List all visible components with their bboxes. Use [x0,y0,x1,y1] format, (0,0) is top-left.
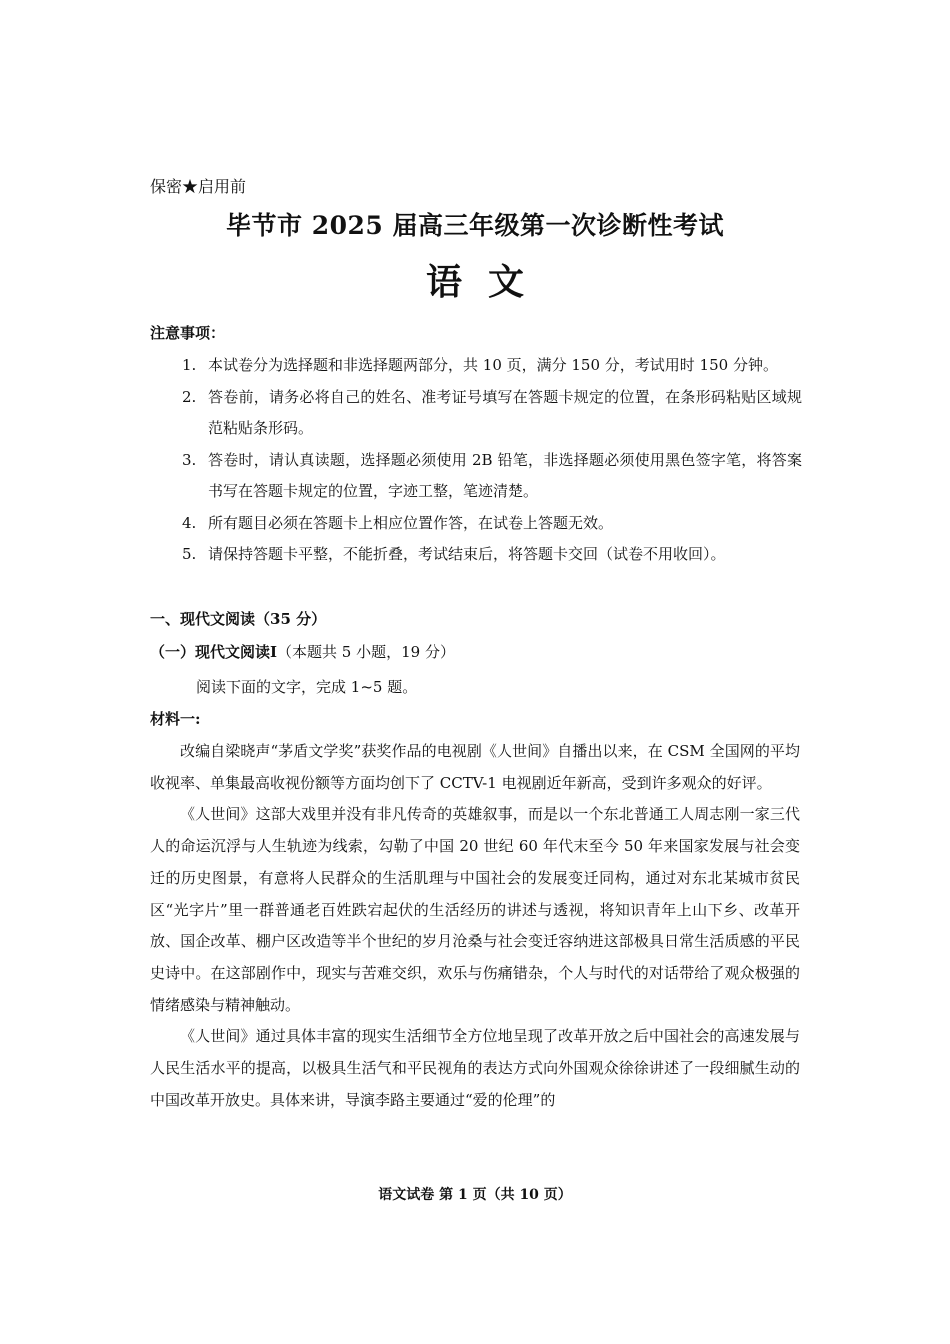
notice-list [150,350,802,571]
subsection-note: （本题共 5 小题，19 分） [277,643,455,661]
notice-number: 1. [182,356,197,374]
notice-item [150,445,802,508]
notice-text: 答卷前，请务必将自己的姓名、准考证号填写在答题卡规定的位置，在条形码粘贴区域规范粘贴条形码。 [208,387,802,437]
subject-title: 语文 [425,261,550,303]
notice-item [150,539,802,571]
notice-heading: 注意事项： [150,324,226,342]
notice-text: 答卷时，请认真读题，选择题必须使用 2B 铅笔，非选择题必须使用黑色签字笔，将答案书写在答题卡规定的位置，字迹工整，笔迹清楚。 [208,450,802,500]
notice-item [150,350,802,382]
notice-text: 所有题目必须在答题卡上相应位置作答，在试卷上答题无效。 [208,513,614,532]
notice-text: 本试卷分为选择题和非选择题两部分，共 10 页，满分 150 分，考试用时 150 分钟。 [208,356,778,374]
notice-number: 4. [182,513,197,532]
notice-item [150,508,802,540]
material-label: 材料一: [150,710,201,728]
reading-instruction: 阅读下面的文字，完成 1~5 题。 [196,678,418,696]
passage-paragraph: 《人世间》通过具体丰富的现实生活细节全方位地呈现了改革开放之后中国社会的高速发展与人民生活水平的提高，以极具生活气和平民视角的表达方式向外国观众徐徐讲述了一段细腻生动的中国改革开放史。具体来讲，导演李路主要通过“爱的伦理”的 [150,1027,800,1109]
page-footer: 语文试卷 第 1 页（共 10 页） [378,1187,572,1203]
subsection-heading [150,641,455,662]
subsection-title: （一）现代文阅读Ⅰ [150,643,278,661]
exam-title: 毕节市 2025 届高三年级第一次诊断性考试 [226,211,724,240]
confidential-label: 保密★启用前 [150,177,247,196]
notice-text: 请保持答题卡平整，不能折叠，考试结束后，将答题卡交回（试卷不用收回）。 [208,545,726,563]
notice-number: 5. [182,545,197,563]
section-heading: 一、现代文阅读（35 分） [150,610,327,628]
passage-paragraph: 改编自梁晓声“茅盾文学奖”获奖作品的电视剧《人世间》自播出以来，在 CSM 全国网的平均收视率、单集最高收视份额等方面均创下了 CCTV-1 电视剧近年新高，受到许多观众的好评。 [150,742,800,792]
notice-number: 2. [182,387,197,406]
notice-number: 3. [182,450,197,469]
passage-body [150,736,800,1116]
notice-item [150,382,802,445]
passage-paragraph: 《人世间》这部大戏里并没有非凡传奇的英雄叙事，而是以一个东北普通工人周志刚一家三代人的命运沉浮与人生轨迹为线索，勾勒了中国 20 世纪 60 年代末至今 50 年来国家发展与社会变迁的历史图景，有意将人民群众的生活肌理与中国社会的发展变迁同构，通过对东北某城市贫民区“光字片”里一群普通老百姓跌宕起伏的生活经历的讲述与透视，将知识青年上山下乡、改革开放、国企改革、棚户区改造等半个世纪的岁月沧桑与社会变迁容纳进这部极具日常生活质感的平民史诗中。在这部剧作中，现实与苦难交织，欢乐与伤痛错杂，个人与时代的对话带给了观众极强的情绪感染与精神触动。 [150,805,800,1014]
